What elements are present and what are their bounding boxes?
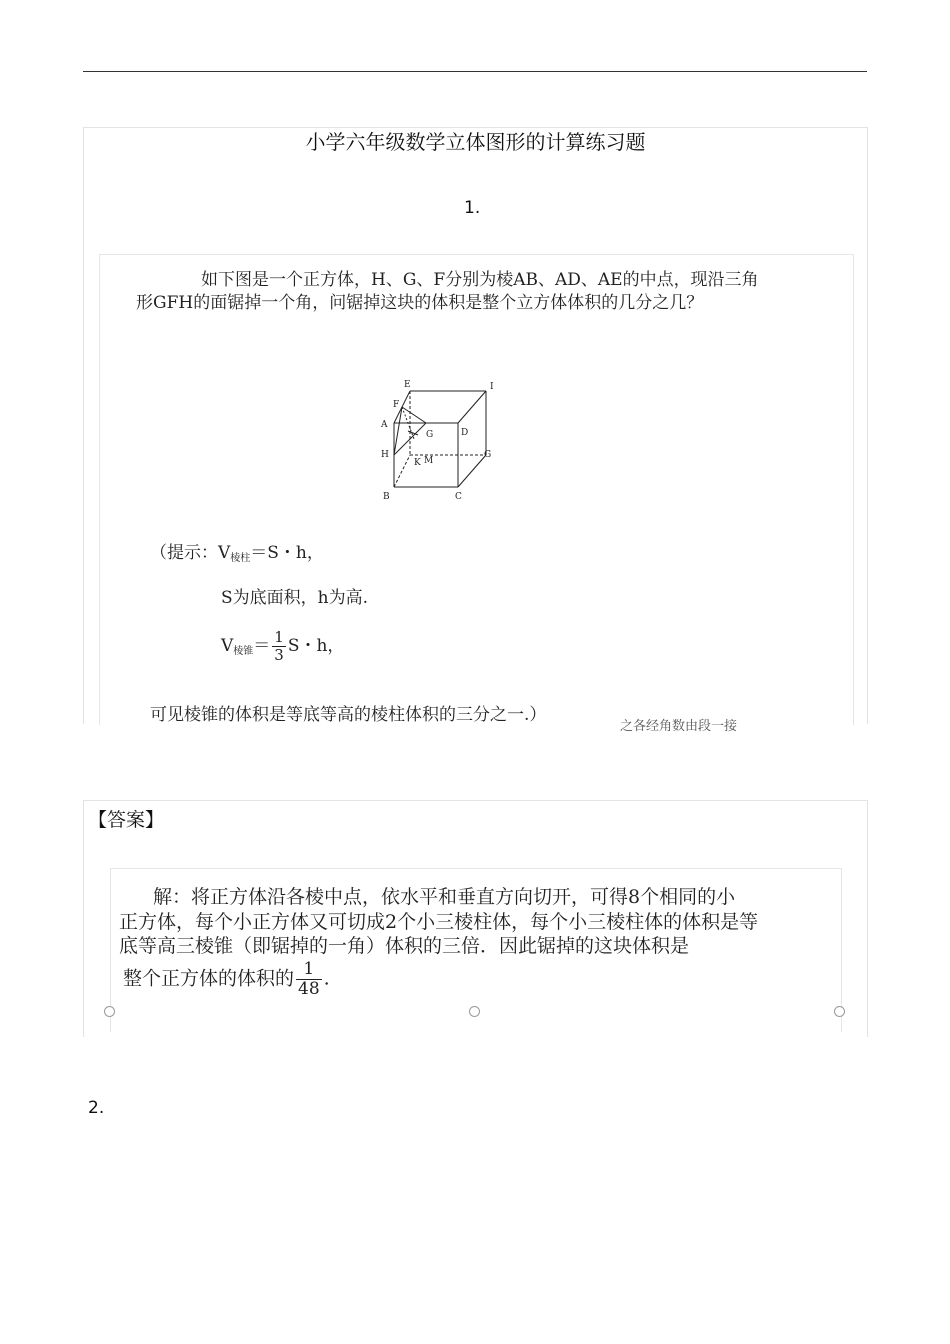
hint-line-1 — [150, 538, 324, 564]
hint-prism-subscript: 棱柱 — [230, 553, 251, 564]
resize-handle-left[interactable] — [104, 1006, 115, 1017]
answer-label: 【答案】 — [88, 809, 165, 831]
answer-text-line-2: 正方体，每个小正方体又可切成2个小三棱柱体，每个小三棱柱体的体积是等 — [119, 911, 759, 933]
hint-fraction-numerator: 1 — [274, 628, 284, 646]
answer-text-line-3: 底等高三棱锥（即锯掉的一角）体积的三倍．因此锯掉的这块体积是 — [119, 935, 690, 957]
answer-line-4-text: 整个正方体的体积的 — [123, 967, 295, 990]
hint-fraction — [272, 629, 286, 664]
label-D: D — [461, 428, 469, 438]
answer-fraction — [296, 960, 322, 999]
resize-handle-middle[interactable] — [469, 1006, 480, 1017]
label-I: I — [490, 382, 494, 392]
label-E: E — [404, 380, 411, 390]
header-rule — [83, 71, 867, 72]
hint-pyramid-formula: S・h， — [287, 636, 345, 656]
cropped-text-fragment: 之各经角数由段一接 — [620, 719, 738, 734]
label-C: C — [455, 492, 462, 502]
hint-equals: ＝ — [253, 636, 271, 656]
label-F: F — [393, 400, 400, 410]
page-title: 小学六年级数学立体图形的计算练习题 — [305, 130, 646, 154]
question-text-line-2: 形GFH的面锯掉一个角，问锯掉这块的体积是整个立方体体积的几分之几？ — [136, 293, 704, 313]
hint-pyramid-subscript: 棱锥 — [233, 646, 254, 657]
answer-fraction-numerator: 1 — [296, 960, 322, 980]
hint-prism-symbol: （提示：V — [150, 543, 231, 563]
question-1-image — [99, 254, 854, 734]
hint-line-2: S为底面积，h为高. — [221, 588, 368, 608]
hint-line-4: 可见棱锥的体积是等底等高的棱柱体积的三分之一.） — [150, 705, 547, 725]
question-text-line-1: 如下图是一个正方体，H、G、F分别为棱AB、AD、AE的中点，现沿三角 — [201, 270, 759, 290]
label-G-right: G — [484, 450, 492, 460]
label-A: A — [381, 420, 388, 430]
answer-line-4-period: . — [323, 967, 330, 990]
hint-prism-formula: ＝S・h， — [250, 543, 324, 563]
label-B: B — [383, 492, 390, 502]
hint-line-3 — [221, 629, 344, 664]
hint-fraction-denominator: 3 — [274, 646, 284, 664]
answer-text-line-4 — [123, 960, 330, 999]
label-M: M — [424, 456, 434, 466]
question-1-number: 1. — [464, 198, 481, 218]
question-2-number: 2. — [88, 1098, 105, 1118]
label-G-top: G — [426, 430, 434, 440]
answer-text-line-1: 解：将正方体沿各棱中点，依水平和垂直方向切开，可得8个相同的小 — [153, 886, 736, 908]
hint-pyramid-symbol: V — [221, 636, 234, 656]
answer-fraction-denominator: 48 — [298, 979, 320, 999]
label-H: H — [381, 450, 389, 460]
cube-diagram — [378, 373, 508, 503]
label-K: K — [414, 458, 421, 468]
resize-handle-right[interactable] — [834, 1006, 845, 1017]
